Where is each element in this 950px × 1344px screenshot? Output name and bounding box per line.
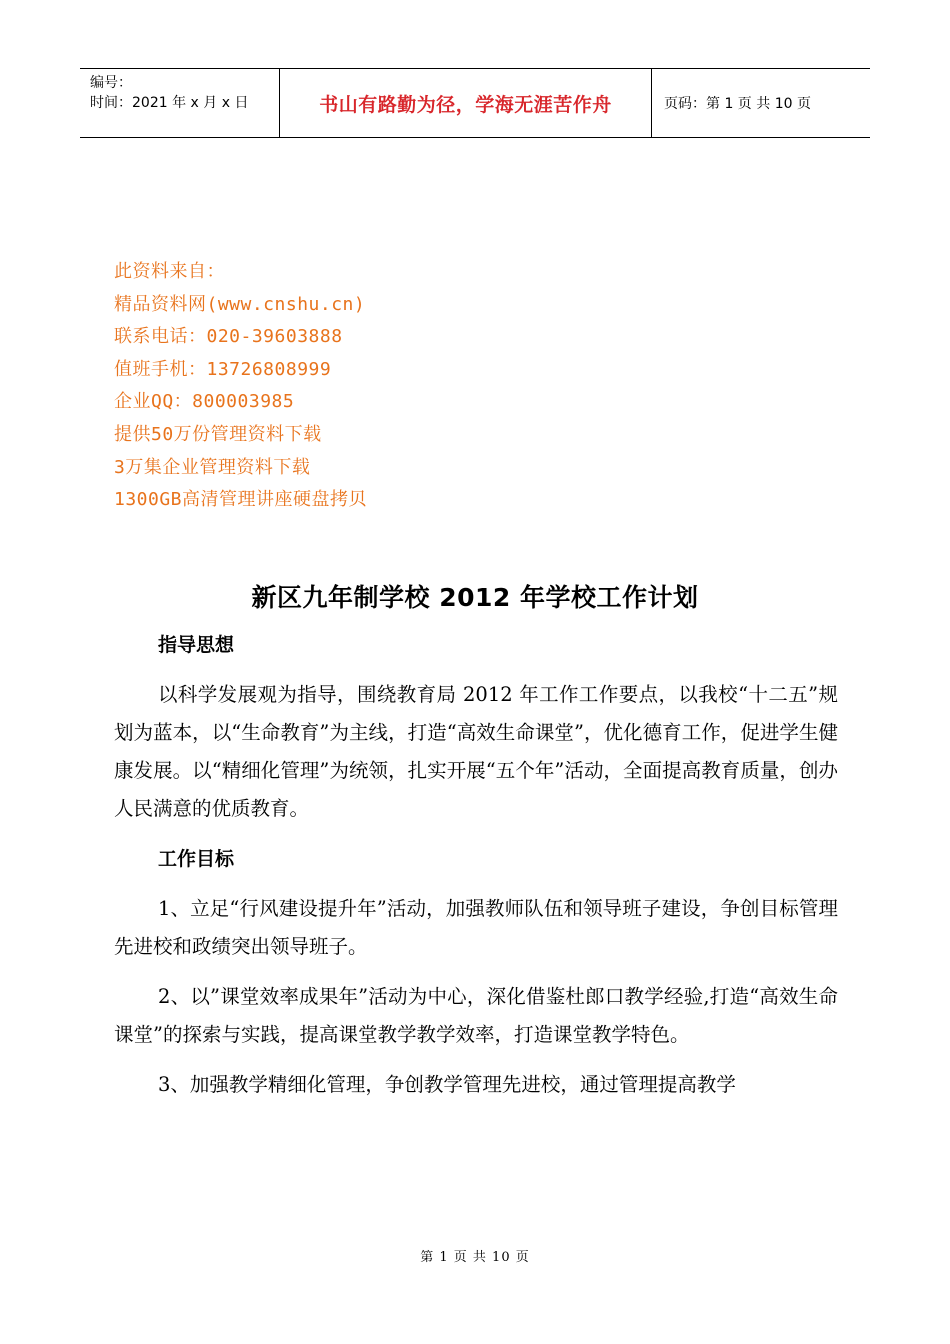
source-line: 联系电话：020-39603888 — [114, 326, 343, 348]
section-heading: 工作目标 — [158, 848, 235, 870]
date-label: 时间：2021 年 x 月 x 日 — [90, 95, 249, 111]
source-line: 企业QQ：800003985 — [114, 391, 295, 413]
source-info-block — [114, 256, 367, 517]
source-line: 精品资料网(www.cnshu.cn) — [114, 293, 366, 315]
page-header — [80, 68, 870, 138]
paragraph: 2、以”课堂效率成果年”活动为中心，深化借鉴杜郎口教学经验,打造“高效生命课堂”的探索与实践，提高课堂教学教学效率，打造课堂教学特色。 — [114, 985, 838, 1046]
number-label: 编号： — [90, 75, 132, 91]
header-page-info: 页码：第 1 页 共 10 页 — [664, 96, 811, 112]
source-line: 1300GB高清管理讲座硬盘拷贝 — [114, 489, 368, 511]
section-heading: 指导思想 — [158, 634, 235, 656]
header-meta — [80, 69, 280, 137]
header-motto: 书山有路勤为径，学海无涯苦作舟 — [280, 69, 652, 137]
document-body — [114, 626, 838, 1116]
paragraph: 以科学发展观为指导，围绕教育局 2012 年工作工作要点，以我校“十二五”规划为蓝本，以“生命教育”为主线，打造“高效生命课堂”，优化德育工作，促进学生健康发展。以“精细化管理”为统领，扎实开展“五个年”活动，全面提高教育质量，创办人民满意的优质教育。 — [114, 683, 838, 820]
page-footer: 第 1 页 共 10 页 — [420, 1250, 530, 1265]
source-line: 3万集企业管理资料下载 — [114, 456, 311, 478]
paragraph: 1、立足“行风建设提升年”活动，加强教师队伍和领导班子建设，争创目标管理先进校和政绩突出领导班子。 — [114, 897, 838, 958]
source-line: 此资料来自： — [114, 261, 225, 282]
source-line: 值班手机：13726808999 — [114, 358, 332, 380]
source-line: 提供50万份管理资料下载 — [114, 423, 322, 445]
paragraph: 3、加强教学精细化管理，争创教学管理先进校，通过管理提高教学 — [158, 1073, 736, 1096]
document-title: 新区九年制学校 2012 年学校工作计划 — [251, 583, 699, 612]
